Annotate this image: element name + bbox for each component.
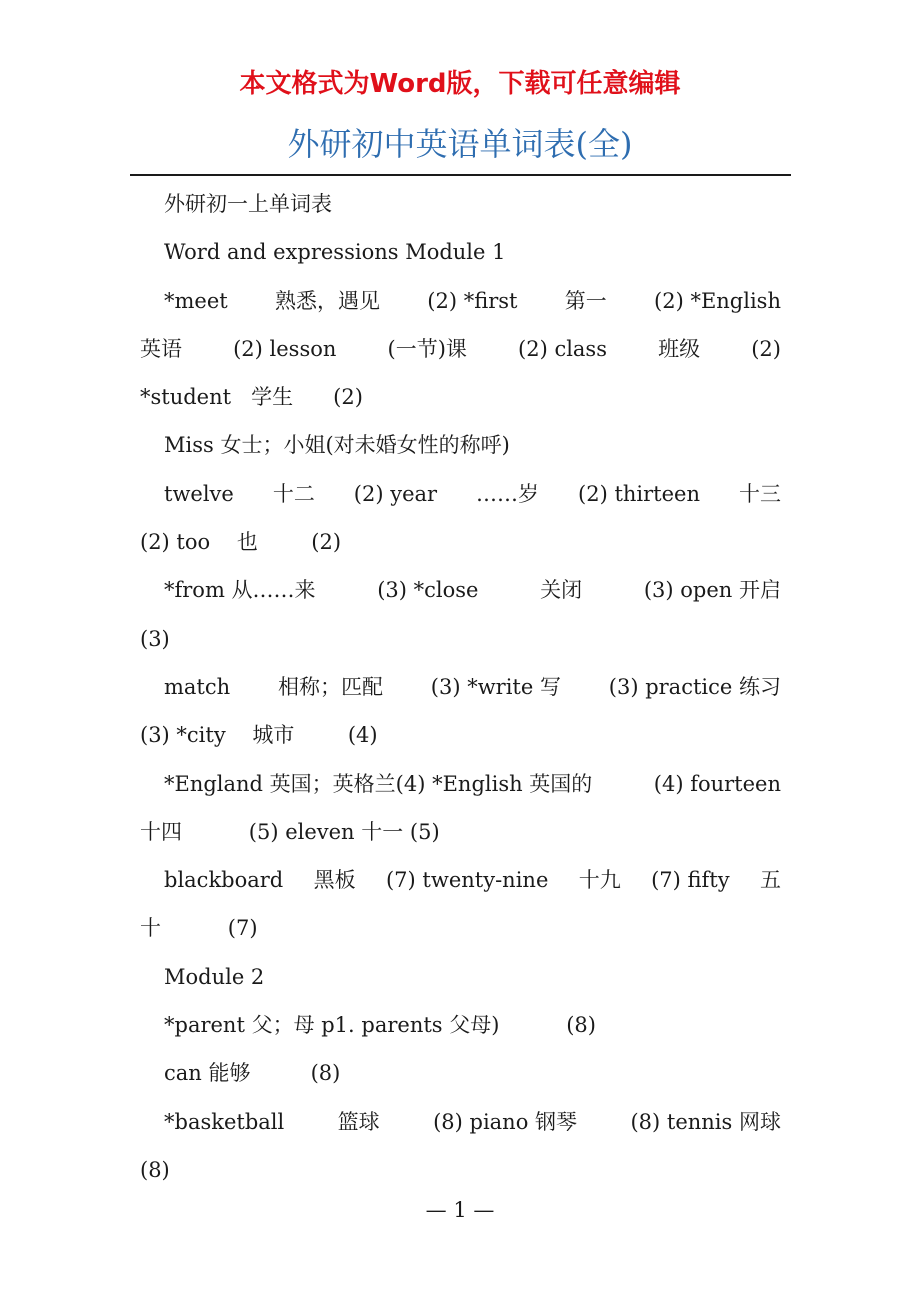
vocab-line: (3) *city 城市 (4) [140, 723, 378, 748]
vocab-line: blackboard 黑板 (7) twenty-nine 十九 (7) fifty 五 [164, 868, 781, 893]
vocab-line: (2) too 也 (2) [140, 530, 342, 555]
title-divider [130, 174, 791, 176]
vocab-line: *basketball 篮球 (8) piano 钢琴 (8) tennis 网球 [164, 1109, 781, 1134]
module-heading: Word and expressions Module 1 [164, 240, 506, 265]
vocab-line: 十 (7) [140, 916, 258, 941]
vocab-line: can 能够 (8) [164, 1061, 341, 1086]
vocabulary-body [140, 180, 781, 1194]
document-title: 外研初中英语单词表(全) [287, 125, 633, 163]
vocab-line: *parent 父；母 p1. parents 父母) (8) [164, 1013, 596, 1038]
vocab-line: *England 英国；英格兰(4) *English 英国的 (4) fourteen [164, 771, 781, 796]
vocab-line: *meet 熟悉，遇见 (2) *first 第一 (2) *English [164, 288, 781, 313]
section-heading: 外研初一上单词表 [164, 192, 332, 216]
vocab-line: twelve 十二 (2) year ……岁 (2) thirteen 十三 [164, 481, 781, 506]
vocab-line: (8) [140, 1157, 170, 1182]
vocab-line: *from 从……来 (3) *close 关闭 (3) open 开启 [164, 578, 781, 603]
vocab-line: Miss 女士；小姐(对未婚女性的称呼) [164, 433, 510, 458]
vocab-line: (3) [140, 626, 170, 651]
module-heading: Module 2 [164, 964, 265, 989]
format-notice: 本文格式为Word版，下载可任意编辑 [239, 69, 681, 99]
vocab-line: 英语 (2) lesson (一节)课 (2) class 班级 (2) [140, 336, 781, 361]
vocab-line: *student 学生 (2) [140, 385, 363, 410]
vocab-line: match 相称；匹配 (3) *write 写 (3) practice 练习 [164, 674, 781, 699]
vocab-line: 十四 (5) eleven 十一 (5) [140, 819, 440, 844]
page-number: — 1 — [425, 1198, 495, 1222]
